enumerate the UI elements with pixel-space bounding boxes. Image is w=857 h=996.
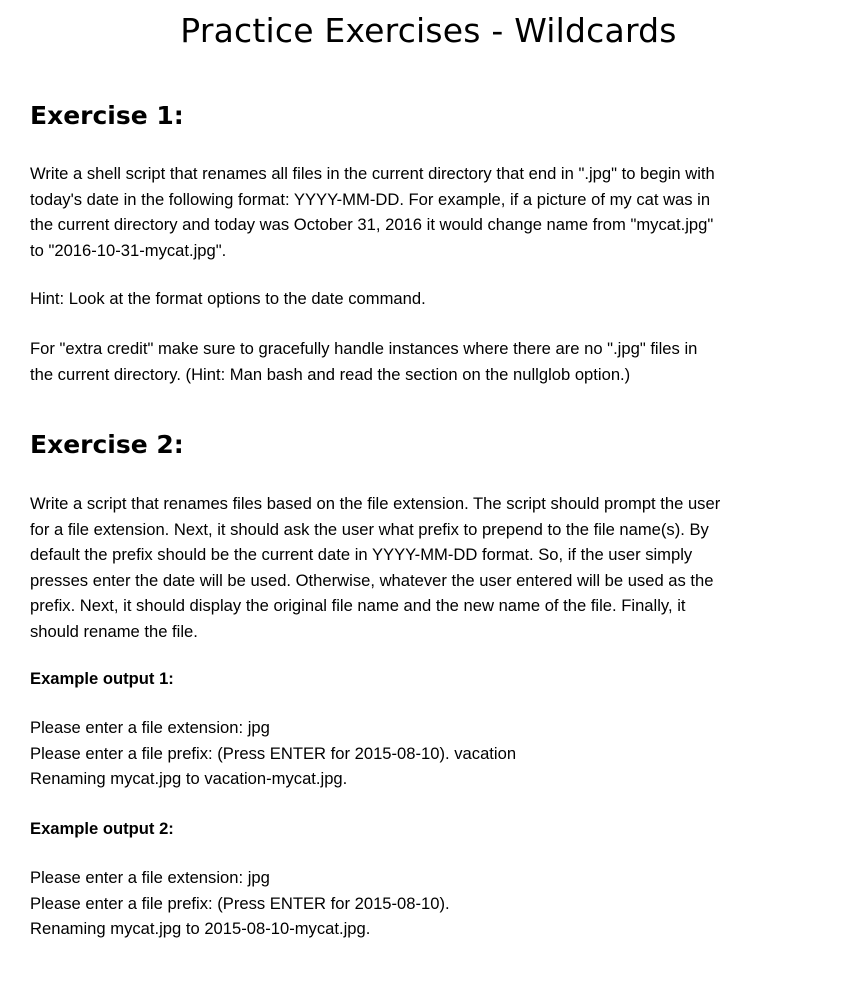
example-line: Please enter a file extension: jpg <box>30 868 270 887</box>
text-line: default the prefix should be the current date in YYYY-MM-DD format. So, if the user simply <box>30 545 693 564</box>
exercise-2-description <box>30 491 820 644</box>
text-line: today's date in the following format: YYYY-MM-DD. For example, if a picture of my cat was in <box>30 189 711 209</box>
example-line: Please enter a file prefix: (Press ENTER for 2015-08-10). vacation <box>30 743 517 763</box>
text-line: prefix. Next, it should display the original file name and the new name of the file. Finally, it <box>30 596 686 615</box>
exercise-1-hint: Hint: Look at the format options to the date command. <box>30 289 426 308</box>
example-line: Renaming mycat.jpg to 2015-08-10-mycat.jpg. <box>30 919 371 938</box>
example-line: Renaming mycat.jpg to vacation-mycat.jpg. <box>30 769 348 788</box>
text-line: Write a script that renames files based on the file extension. The script should prompt the user <box>30 494 721 513</box>
text-line: to "2016-10-31-mycat.jpg". <box>30 240 227 260</box>
example-line: Please enter a file extension: jpg <box>30 718 270 737</box>
text-line: the current directory. (Hint: Man bash and read the section on the nullglob option.) <box>30 364 631 384</box>
text-line: for a file extension. Next, it should ask the user what prefix to prepend to the file name(s). By <box>30 519 709 539</box>
text-line: should rename the file. <box>30 621 198 641</box>
exercise-1-heading: Exercise 1: <box>30 101 184 130</box>
exercise-2-heading: Exercise 2: <box>30 430 184 459</box>
exercise-1-description <box>30 161 820 263</box>
example-output-1-label: Example output 1: <box>30 669 174 688</box>
text-line: Write a shell script that renames all files in the current directory that end in ".jpg" to begin with <box>30 164 715 183</box>
example-output-2 <box>30 865 820 942</box>
text-line: presses enter the date will be used. Otherwise, whatever the user entered will be used as the <box>30 570 714 590</box>
text-line: For "extra credit" make sure to gracefully handle instances where there are no ".jpg" files in <box>30 339 698 358</box>
example-output-1 <box>30 715 820 792</box>
text-line: the current directory and today was October 31, 2016 it would change name from "mycat.jpg" <box>30 215 714 234</box>
example-line: Please enter a file prefix: (Press ENTER for 2015-08-10). <box>30 893 450 913</box>
page-title: Practice Exercises - Wildcards <box>180 11 677 50</box>
example-output-2-label: Example output 2: <box>30 819 174 838</box>
exercise-1-extra-credit <box>30 336 820 387</box>
